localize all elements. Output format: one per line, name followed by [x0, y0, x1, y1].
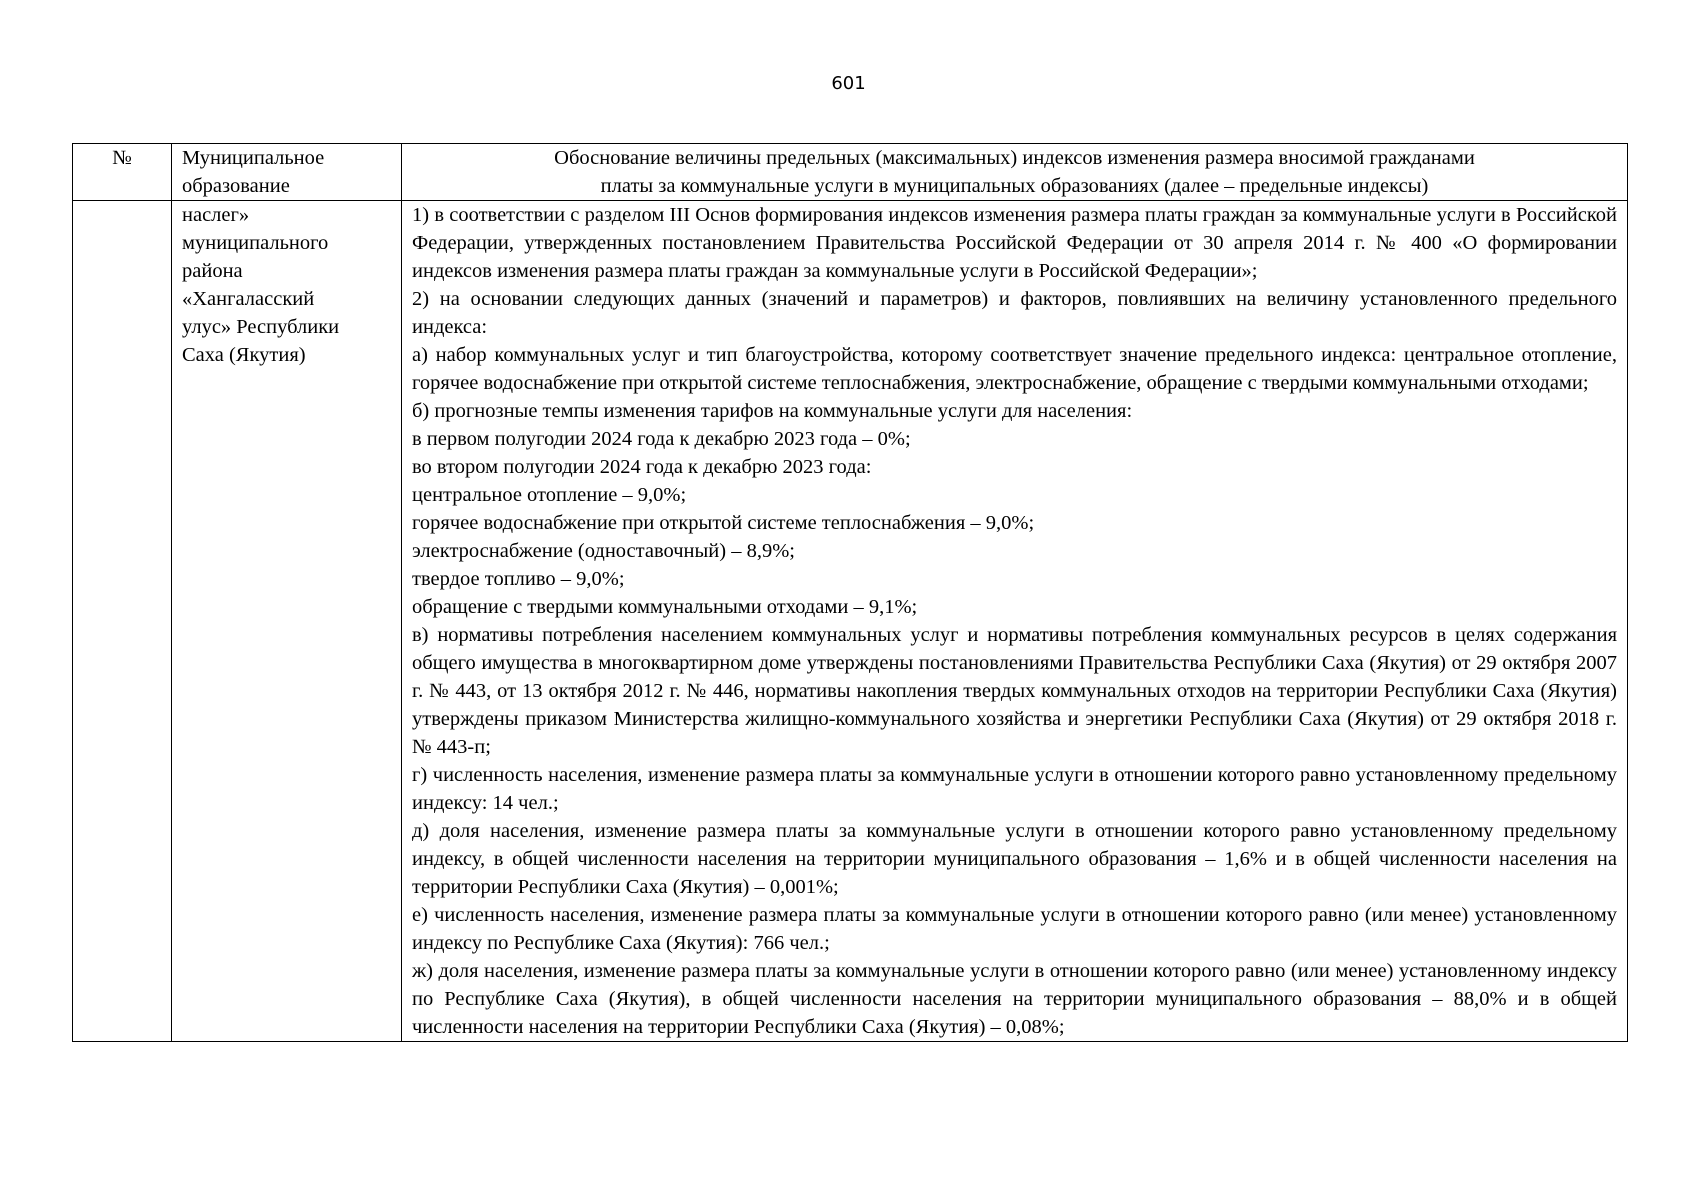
justification-cell — [402, 201, 1628, 1042]
header-justification-line: Обоснование величины предельных (максимальных) индексов изменения размера вносимой гражданами — [554, 147, 1475, 169]
municipality-line: улус» Республики — [182, 316, 340, 338]
municipality-line: Саха (Якутия) — [182, 344, 306, 366]
row-number-cell — [73, 201, 172, 1042]
header-justification — [402, 144, 1628, 201]
justification-paragraph: обращение с твердыми коммунальными отходами – 9,1%; — [412, 596, 918, 618]
justification-paragraph: в) нормативы потребления населением коммунальных услуг и нормативы потребления коммунальных ресурсов в целях содержания общего имущества в многоквартирном доме утверждены постановлениями Правительства Республики Саха (Якутия) от 29 октября 2007 г. № 443, от 13 октября 2012 г. № 446, нормативы накопления твердых коммунальных отходов на территории Республики Саха (Якутия) утверждены приказом Министерства жилищно-коммунального хозяйства и энергетики Республики Саха (Якутия) от 29 октября 2018 г. № 443-п; — [412, 624, 1617, 758]
justification-paragraph: а) набор коммунальных услуг и тип благоустройства, которому соответствует значение предельного индекса: центральное отопление, горячее водоснабжение при открытой системе теплоснабжения, электроснабжение, обращение с твердыми коммунальными отходами; — [412, 344, 1617, 394]
justification-paragraph: во втором полугодии 2024 года к декабрю 2023 года: — [412, 456, 872, 478]
municipality-line: наслег» — [182, 204, 250, 226]
municipality-line: района — [182, 260, 243, 282]
justification-paragraph: электроснабжение (одноставочный) – 8,9%; — [412, 540, 795, 562]
header-justification-line: платы за коммунальные услуги в муниципальных образованиях (далее – предельные индексы) — [600, 175, 1429, 197]
justification-paragraph: горячее водоснабжение при открытой системе теплоснабжения – 9,0%; — [412, 512, 1035, 534]
justification-paragraph: ж) доля населения, изменение размера платы за коммунальные услуги в отношении которого равно (или менее) установленному индексу по Республике Саха (Якутия), в общей численности населения на территории муниципального образования – 88,0% и в общей численности населения на территории Республики Саха (Якутия) – 0,08%; — [412, 960, 1617, 1038]
header-municipality-line: образование — [182, 175, 290, 197]
municipality-line: «Хангаласский — [182, 288, 315, 310]
justification-paragraph: в первом полугодии 2024 года к декабрю 2023 года – 0%; — [412, 428, 911, 450]
justification-paragraph: 1) в соответствии с разделом III Основ формирования индексов изменения размера платы граждан за коммунальные услуги в Российской Федерации, утвержденных постановлением Правительства Российской Федерации от 30 апреля 2014 г. № 400 «О формировании индексов изменения размера платы граждан за коммунальные услуги в Российской Федерации»; — [412, 204, 1617, 282]
page-number: 601 — [831, 73, 866, 94]
justification-paragraph: центральное отопление – 9,0%; — [412, 484, 687, 506]
justification-paragraph: б) прогнозные темпы изменения тарифов на коммунальные услуги для населения: — [412, 400, 1133, 422]
header-municipality — [172, 144, 402, 201]
justification-paragraph: 2) на основании следующих данных (значений и параметров) и факторов, повлиявших на величину установленного предельного индекса: — [412, 288, 1617, 338]
table-header-row — [73, 144, 1628, 201]
header-number: № — [73, 144, 172, 201]
header-municipality-line: Муниципальное — [182, 147, 325, 169]
justification-paragraph: е) численность населения, изменение размера платы за коммунальные услуги в отношении которого равно (или менее) установленному индексу по Республике Саха (Якутия): 766 чел.; — [412, 904, 1617, 954]
index-justification-table — [72, 143, 1628, 1042]
municipality-cell — [172, 201, 402, 1042]
justification-paragraph: твердое топливо – 9,0%; — [412, 568, 625, 590]
justification-paragraph: д) доля населения, изменение размера платы за коммунальные услуги в отношении которого равно установленному предельному индексу, в общей численности населения на территории муниципального образования – 1,6% и в общей численности населения на территории Республики Саха (Якутия) – 0,001%; — [412, 820, 1617, 898]
municipality-line: муниципального — [182, 232, 329, 254]
table-row — [73, 201, 1628, 1042]
justification-paragraph: г) численность населения, изменение размера платы за коммунальные услуги в отношении которого равно установленному предельному индексу: 14 чел.; — [412, 764, 1617, 814]
